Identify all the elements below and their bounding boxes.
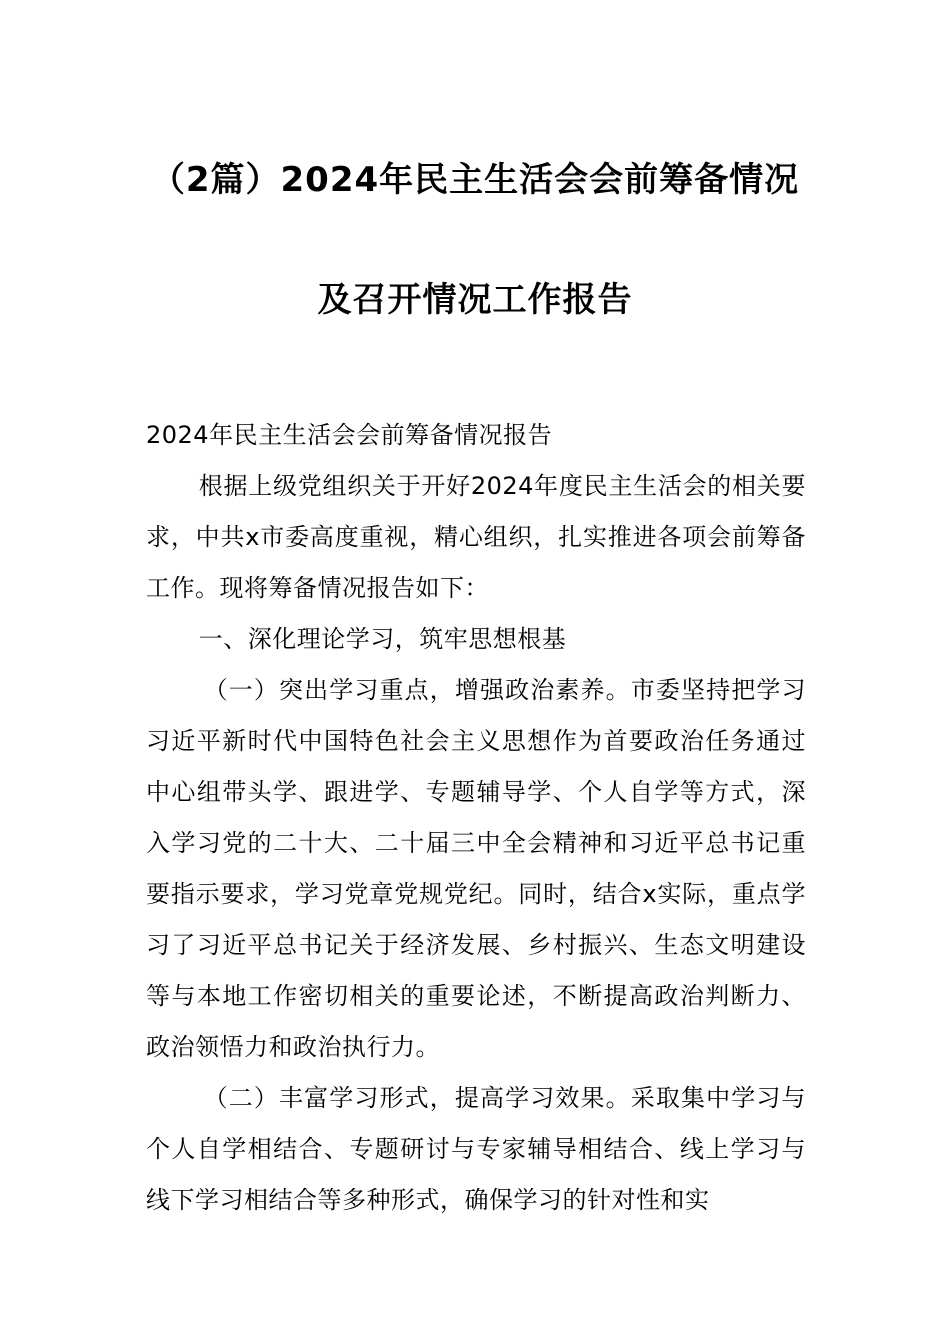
document-title-line-2: 及召开情况工作报告 bbox=[317, 280, 633, 320]
document-title-line-1: （2篇）2024年民主生活会会前筹备情况 bbox=[150, 160, 800, 200]
report-subtitle: 2024年民主生活会会前筹备情况报告 bbox=[146, 421, 553, 449]
document-body bbox=[146, 410, 806, 1226]
section-heading-1: 一、深化理论学习，筑牢思想根基 bbox=[198, 625, 567, 653]
subsection-paragraph-1: （一）突出学习重点，增强政治素养。市委坚持把学习习近平新时代中国特色社会主义思想作为首要政治任务通过中心组带头学、跟进学、专题辅导学、个人自学等方式，深入学习党的二十大、二十届三中全会精神和习近平总书记重要指示要求，学习党章党规党纪。同时，结合x实际，重点学习了习近平总书记关于经济发展、乡村振兴、生态文明建设等与本地工作密切相关的重要论述，不断提高政治判断力、政治领悟力和政治执行力。 bbox=[146, 676, 806, 1061]
intro-paragraph: 根据上级党组织关于开好2024年度民主生活会的相关要求，中共x市委高度重视，精心组织，扎实推进各项会前筹备工作。现将筹备情况报告如下： bbox=[146, 472, 806, 602]
subsection-paragraph-2: （二）丰富学习形式，提高学习效果。采取集中学习与个人自学相结合、专题研讨与专家辅导相结合、线上学习与线下学习相结合等多种形式，确保学习的针对性和实 bbox=[146, 1084, 806, 1214]
